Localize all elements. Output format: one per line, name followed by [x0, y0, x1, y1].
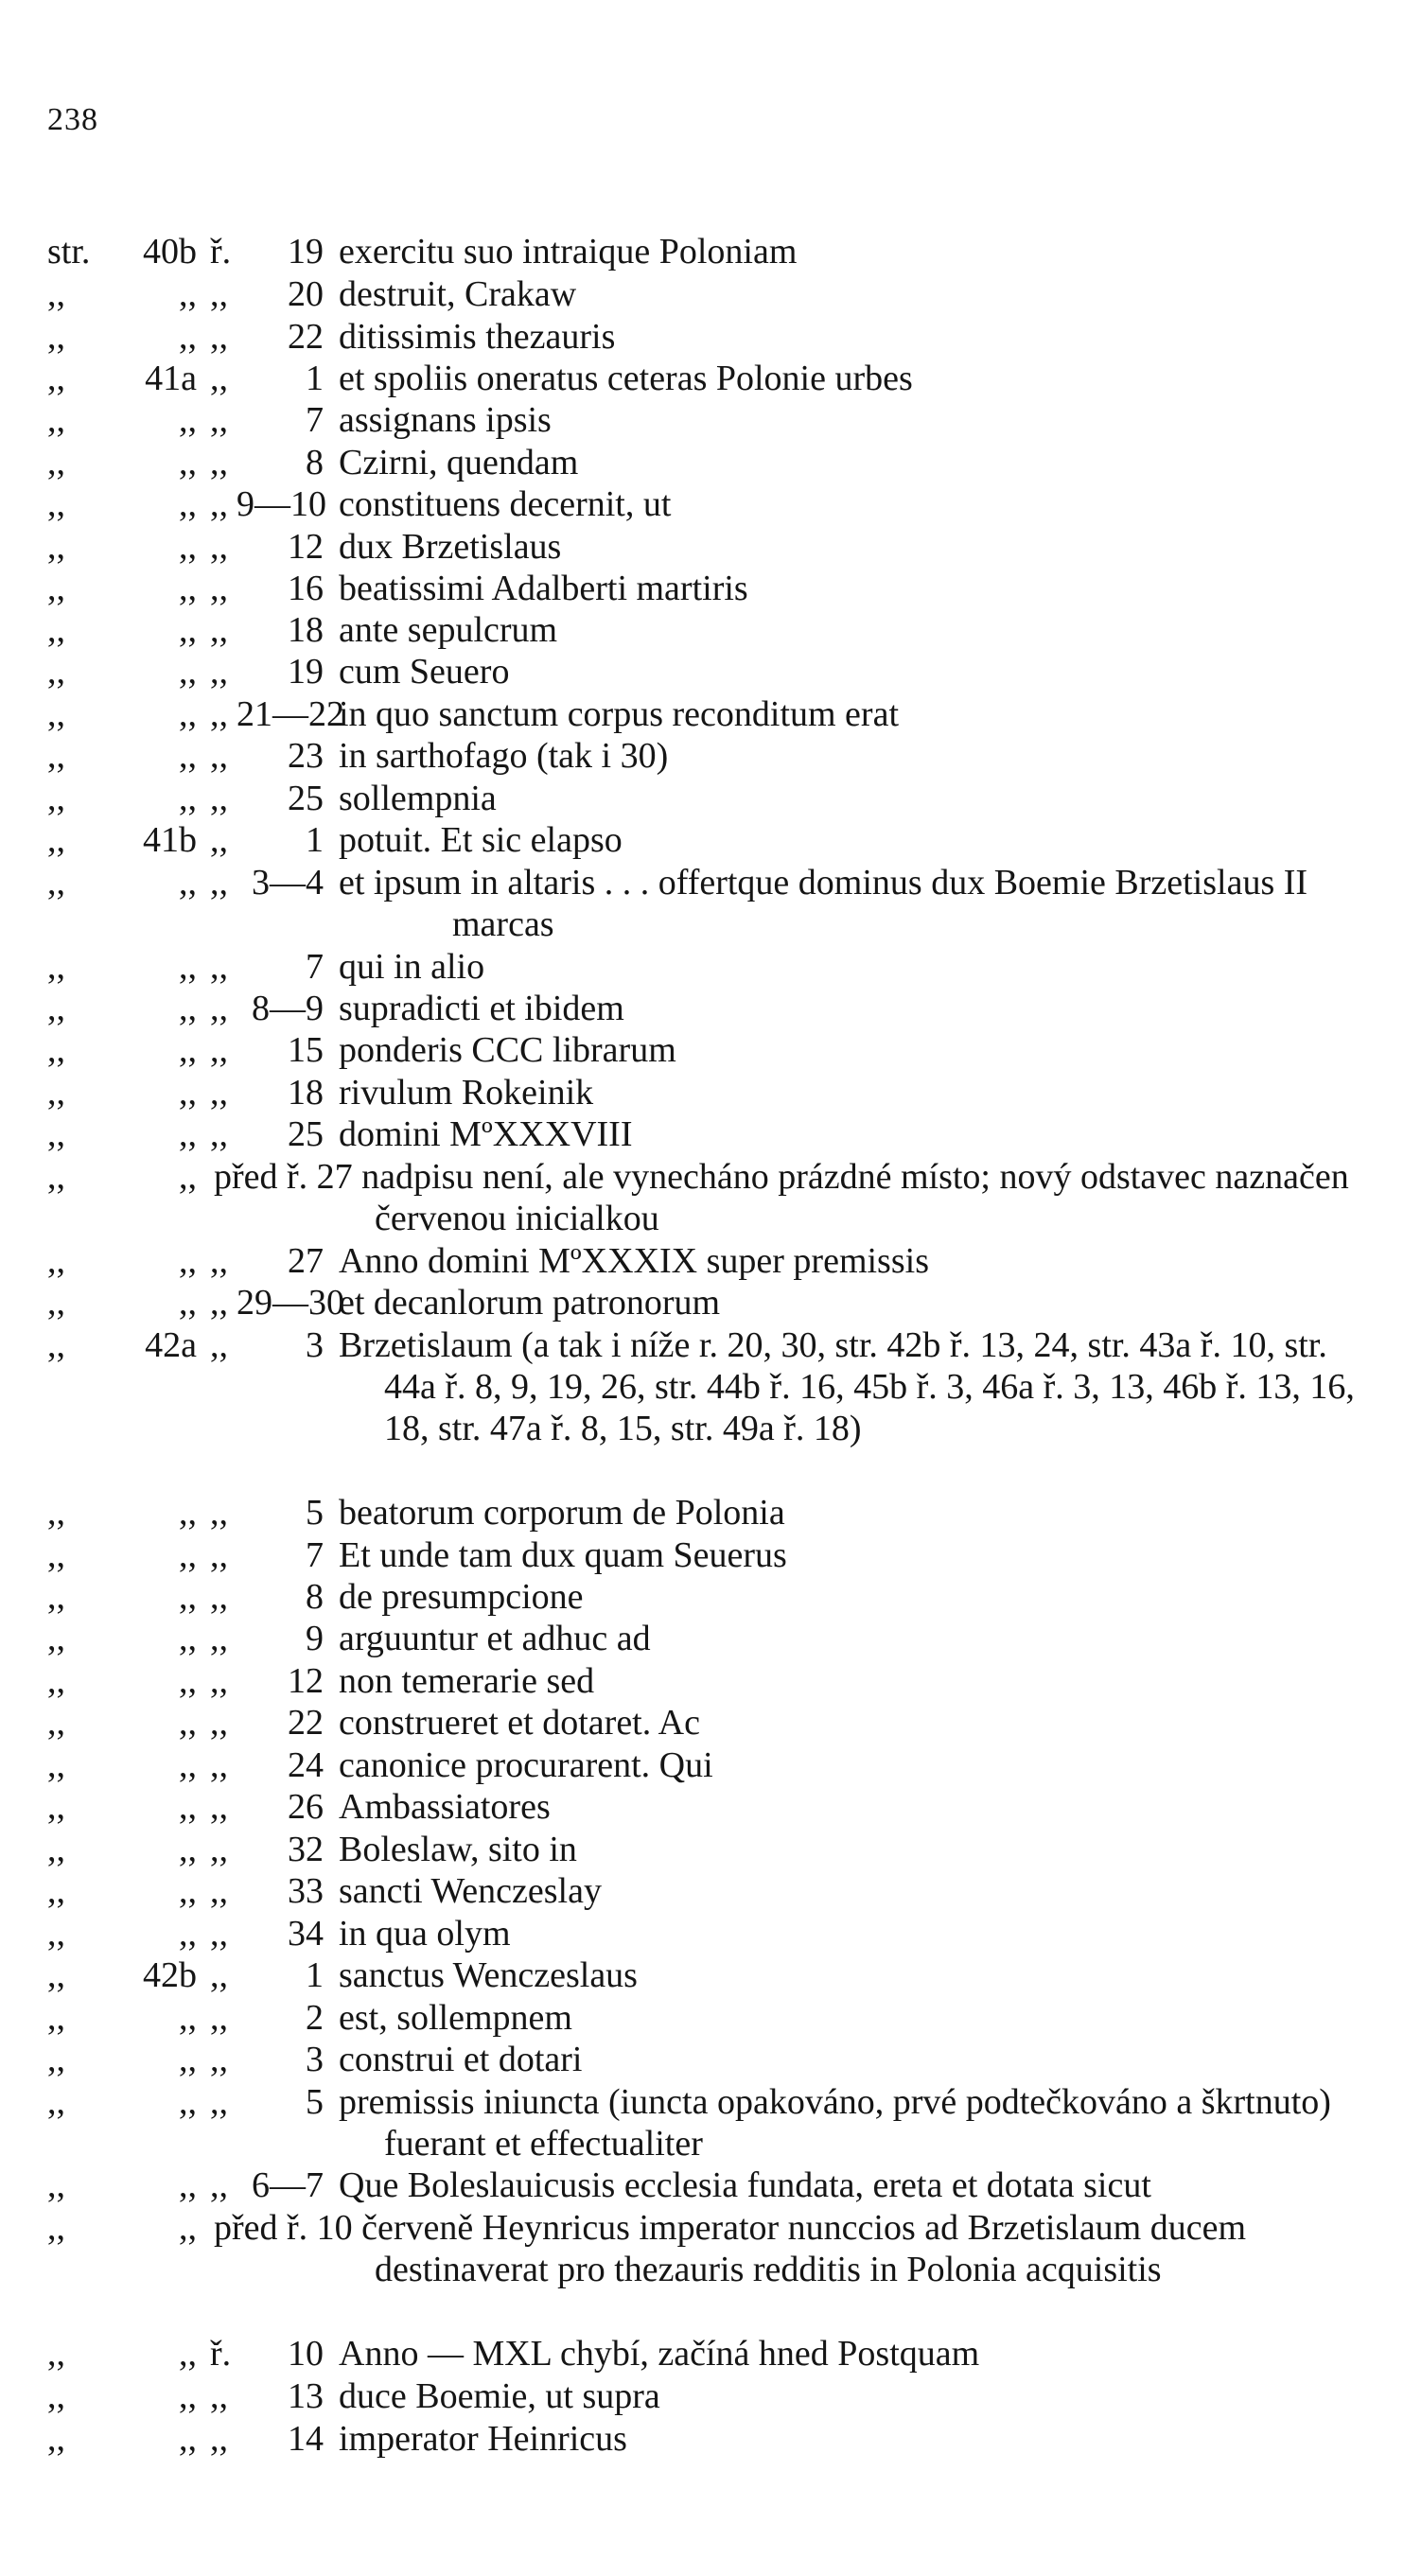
- entry-text: in sarthofago (tak i 30): [339, 736, 669, 776]
- entry-ref: ,,: [210, 610, 228, 650]
- entry-ref: ,,: [210, 989, 228, 1028]
- entry-label: ,,: [47, 1073, 65, 1113]
- entry-page: ,,: [179, 1493, 197, 1533]
- entry-ref: ,,: [210, 400, 228, 440]
- entry-text: construeret et dotaret. Ac: [339, 1703, 700, 1743]
- page-number: 238: [47, 102, 98, 137]
- entry-line: 3: [306, 2040, 324, 2079]
- entry-ref: ,,: [210, 1703, 228, 1743]
- entry-ref: ,,: [210, 2040, 228, 2079]
- entry-label: ,,: [47, 1325, 65, 1365]
- entry-ref: ,,: [210, 1830, 228, 1869]
- entry-ref: ,,: [210, 317, 228, 357]
- entry-ref: ,,: [210, 443, 228, 482]
- entry-page: ,,: [179, 2334, 197, 2374]
- entry-text: před ř. 10 červeně Heynricus imperator nunccios ad Brzetislaum ducem destinaverat pro thezauris redditis in Polonia acquisitis: [214, 2208, 1247, 2289]
- entry-line: 6—7: [252, 2165, 324, 2205]
- entry-line: 25: [288, 1114, 324, 1154]
- entry-text: in quo sanctum corpus reconditum erat: [339, 694, 900, 734]
- entry-page: 40b: [143, 232, 197, 272]
- entry-text: Brzetislaum (a tak i níže r. 20, 30, str. 42b ř. 13, 24, str. 43a ř. 10, str. 44a ř. 8, 9, 19, 26, str. 44b ř. 16, 45b ř. 3, 46a ř. 3, 13, 46b ř. 13, 16, 18, str. 47a ř. 8, 15, str. 49a ř. 18): [339, 1325, 1355, 1448]
- entry-line: 24: [288, 1745, 324, 1785]
- entry-page: ,,: [179, 2376, 197, 2416]
- entry-label: ,,: [47, 2165, 65, 2205]
- entry-label: ,,: [47, 1914, 65, 1954]
- entry-text: constituens decernit, ut: [339, 484, 672, 524]
- entry-text: dux Brzetislaus: [339, 527, 562, 567]
- entry-page: ,,: [179, 443, 197, 482]
- entry-text: non temerarie sed: [339, 1661, 595, 1701]
- entry-line: 7: [306, 1535, 324, 1575]
- entry-text: canonice procurarent. Qui: [339, 1745, 713, 1785]
- entry-text: de presumpcione: [339, 1577, 584, 1617]
- entry-line: 19: [288, 652, 324, 692]
- entry-line: 10: [288, 2334, 324, 2374]
- entry-line: 22: [288, 317, 324, 357]
- entry-line: 33: [288, 1871, 324, 1911]
- entry-ref: ,,: [210, 1787, 228, 1827]
- entry-line: 26: [288, 1787, 324, 1827]
- entry-text: et decanlorum patronorum: [339, 1283, 721, 1323]
- entry-ref: ,,: [210, 1745, 228, 1785]
- entry-page: ,,: [179, 1661, 197, 1701]
- entry-line: 1: [306, 820, 324, 860]
- entry-text: beatissimi Adalberti martiris: [339, 569, 748, 608]
- entry-line: 9: [306, 1619, 324, 1658]
- entry-page: ,,: [179, 1157, 197, 1197]
- entry-label: ,,: [47, 1745, 65, 1785]
- entry-ref: ,,: [210, 484, 228, 524]
- entry-text: exercitu suo intraique Poloniam: [339, 232, 798, 272]
- entry-page: ,,: [179, 569, 197, 608]
- entry-text: construi et dotari: [339, 2040, 583, 2079]
- entry-page: ,,: [179, 1745, 197, 1785]
- entry-text: supradicti et ibidem: [339, 989, 624, 1028]
- entry-text: in qua olym: [339, 1914, 511, 1954]
- entry-ref: ,,: [210, 1871, 228, 1911]
- entry-text: cum Seuero: [339, 652, 510, 692]
- entry-line: 18: [288, 610, 324, 650]
- entry-label: ,,: [47, 400, 65, 440]
- entry-text: arguuntur et adhuc ad: [339, 1619, 651, 1658]
- entry-page: ,,: [179, 694, 197, 734]
- entry-line: 5: [306, 1493, 324, 1533]
- entry-page: ,,: [179, 400, 197, 440]
- entry-text: rivulum Rokeinik: [339, 1073, 594, 1113]
- entry-page: ,,: [179, 610, 197, 650]
- entry-page: 42b: [143, 1955, 197, 1995]
- entry-text: et spoliis oneratus ceteras Polonie urbes: [339, 359, 913, 398]
- entry-ref: ,,: [210, 274, 228, 314]
- entry-text: destruit, Crakaw: [339, 274, 577, 314]
- entry-ref: ,,: [210, 1955, 228, 1995]
- entry-text: Boleslaw, sito in: [339, 1830, 577, 1869]
- entry-ref: ,,: [210, 694, 228, 734]
- entry-page: ,,: [179, 779, 197, 818]
- entry-label: ,,: [47, 2208, 65, 2248]
- entry-ref: ,,: [210, 1283, 228, 1323]
- entry-page: ,,: [179, 1830, 197, 1869]
- entry-text: sollempnia: [339, 779, 497, 818]
- entry-label: ,,: [47, 1030, 65, 1070]
- entry-page: ,,: [179, 2208, 197, 2248]
- entry-line: 3: [306, 1325, 324, 1365]
- entry-label: ,,: [47, 863, 65, 902]
- entry-ref: ,,: [210, 1325, 228, 1365]
- entry-label: ,,: [47, 652, 65, 692]
- entry-label: ,,: [47, 2040, 65, 2079]
- entry-line: 5: [306, 2082, 324, 2122]
- entry-ref: ř.: [210, 232, 232, 272]
- entry-line: 34: [288, 1914, 324, 1954]
- entry-label: ,,: [47, 274, 65, 314]
- entry-ref: ,,: [210, 779, 228, 818]
- entry-page: ,,: [179, 1998, 197, 2038]
- entry-text: potuit. Et sic elapso: [339, 820, 623, 860]
- entry-line: 15: [288, 1030, 324, 1070]
- entry-page: ,,: [179, 1114, 197, 1154]
- entry-ref: ,,: [210, 652, 228, 692]
- entry-ref: ,,: [210, 569, 228, 608]
- entry-label: ,,: [47, 1619, 65, 1658]
- entry-page: ,,: [179, 1787, 197, 1827]
- entry-label: str.: [47, 232, 91, 272]
- entry-page: ,,: [179, 1241, 197, 1281]
- entry-ref: ,,: [210, 2082, 228, 2122]
- entry-label: ,,: [47, 1830, 65, 1869]
- entry-label: ,,: [47, 610, 65, 650]
- entry-line: 1: [306, 1955, 324, 1995]
- entry-line: 14: [288, 2419, 324, 2459]
- entry-text: et ipsum in altaris . . . offertque dominus dux Boemie Brzetislaus II marcas: [339, 863, 1308, 944]
- entry-line: 19: [288, 232, 324, 272]
- entry-page: ,,: [179, 1703, 197, 1743]
- entry-text: ditissimis thezauris: [339, 317, 616, 357]
- entry-page: ,,: [179, 2040, 197, 2079]
- entry-label: ,,: [47, 1114, 65, 1154]
- entry-label: ,,: [47, 989, 65, 1028]
- entry-page: ,,: [179, 947, 197, 987]
- entry-text: imperator Heinricus: [339, 2419, 627, 2459]
- entry-line: 8—9: [252, 989, 324, 1028]
- entry-label: ,,: [47, 1157, 65, 1197]
- entry-line: 23: [288, 736, 324, 776]
- entry-label: ,,: [47, 569, 65, 608]
- entry-label: ,,: [47, 1577, 65, 1617]
- entry-line: 9—10: [237, 484, 326, 524]
- entry-page: ,,: [179, 1073, 197, 1113]
- entry-label: ,,: [47, 1955, 65, 1995]
- entry-text: assignans ipsis: [339, 400, 552, 440]
- entry-line: 27: [288, 1241, 324, 1281]
- entry-page: ,,: [179, 1577, 197, 1617]
- entry-label: ,,: [47, 947, 65, 987]
- entry-page: ,,: [179, 2082, 197, 2122]
- entry-page: ,,: [179, 863, 197, 902]
- entry-text: premissis iniuncta (iuncta opakováno, prvé podtečkováno a škrtnuto) fuerant et effectualiter: [339, 2082, 1331, 2164]
- entry-ref: ,,: [210, 1914, 228, 1954]
- entry-label: ,,: [47, 359, 65, 398]
- entry-text: est, sollempnem: [339, 1998, 572, 2038]
- entry-text: sanctus Wenczeslaus: [339, 1955, 638, 1995]
- entry-page: ,,: [179, 1871, 197, 1911]
- entry-ref: ,,: [210, 863, 228, 902]
- entry-line: 29—30: [237, 1283, 344, 1323]
- entry-label: ,,: [47, 1787, 65, 1827]
- entry-label: ,,: [47, 1703, 65, 1743]
- entry-label: ,,: [47, 2082, 65, 2122]
- entry-text: Et unde tam dux quam Seuerus: [339, 1535, 787, 1575]
- entry-page: 41a: [145, 359, 197, 398]
- entry-text: duce Boemie, ut supra: [339, 2376, 660, 2416]
- entry-ref: ,,: [210, 1493, 228, 1533]
- entry-line: 8: [306, 443, 324, 482]
- entry-page: ,,: [179, 274, 197, 314]
- entry-label: ,,: [47, 1241, 65, 1281]
- entry-label: ,,: [47, 1661, 65, 1701]
- entry-text: před ř. 27 nadpisu není, ale vynecháno prázdné místo; nový odstavec naznačen červenou inicialkou: [214, 1157, 1349, 1238]
- entry-text: domini MºXXXVIII: [339, 1114, 633, 1154]
- entry-line: 7: [306, 400, 324, 440]
- entry-label: ,,: [47, 1871, 65, 1911]
- entry-label: ,,: [47, 2376, 65, 2416]
- entry-label: ,,: [47, 443, 65, 482]
- entry-line: 21—22: [237, 694, 344, 734]
- entry-line: 12: [288, 1661, 324, 1701]
- entry-page: ,,: [179, 989, 197, 1028]
- entry-label: ,,: [47, 2419, 65, 2459]
- entry-page: ,,: [179, 1283, 197, 1323]
- entry-page: ,,: [179, 484, 197, 524]
- entry-page: ,,: [179, 1030, 197, 1070]
- entry-text: Czirni, quendam: [339, 443, 579, 482]
- entry-ref: ,,: [210, 1577, 228, 1617]
- entry-line: 25: [288, 779, 324, 818]
- entry-line: 16: [288, 569, 324, 608]
- entry-label: ,,: [47, 694, 65, 734]
- entry-text: Anno domini MºXXXIX super premissis: [339, 1241, 929, 1281]
- entry-page: ,,: [179, 1619, 197, 1658]
- entry-page: ,,: [179, 736, 197, 776]
- entry-ref: ,,: [210, 1241, 228, 1281]
- entry-label: ,,: [47, 527, 65, 567]
- entry-label: ,,: [47, 317, 65, 357]
- entry-page: 42a: [145, 1325, 197, 1365]
- entry-line: 20: [288, 274, 324, 314]
- entry-label: ,,: [47, 1998, 65, 2038]
- entry-page: ,,: [179, 527, 197, 567]
- entry-line: 1: [306, 359, 324, 398]
- entry-page: ,,: [179, 2165, 197, 2205]
- entry-line: 18: [288, 1073, 324, 1113]
- entry-line: 3—4: [252, 863, 324, 902]
- entry-ref: ,,: [210, 1030, 228, 1070]
- entry-text: Anno — MXL chybí, začíná hned Postquam: [339, 2334, 980, 2374]
- entry-ref: ř.: [210, 2334, 232, 2374]
- entry-ref: ,,: [210, 1114, 228, 1154]
- entry-ref: ,,: [210, 1661, 228, 1701]
- entry-ref: ,,: [210, 1535, 228, 1575]
- entry-page: ,,: [179, 1535, 197, 1575]
- entry-ref: ,,: [210, 1073, 228, 1113]
- entry-page: ,,: [179, 1914, 197, 1954]
- entry-page: ,,: [179, 652, 197, 692]
- entry-text: ante sepulcrum: [339, 610, 558, 650]
- entry-line: 32: [288, 1830, 324, 1869]
- entry-line: 8: [306, 1577, 324, 1617]
- entry-label: ,,: [47, 1535, 65, 1575]
- entry-ref: ,,: [210, 527, 228, 567]
- entry-line: 12: [288, 527, 324, 567]
- entry-page: ,,: [179, 2419, 197, 2459]
- entry-label: ,,: [47, 2334, 65, 2374]
- entry-ref: ,,: [210, 2419, 228, 2459]
- entry-ref: ,,: [210, 736, 228, 776]
- entry-label: ,,: [47, 484, 65, 524]
- entry-label: ,,: [47, 1283, 65, 1323]
- entry-ref: ,,: [210, 1998, 228, 2038]
- entry-line: 2: [306, 1998, 324, 2038]
- entry-label: ,,: [47, 1493, 65, 1533]
- entry-label: ,,: [47, 820, 65, 860]
- entry-text: qui in alio: [339, 947, 485, 987]
- entry-label: ,,: [47, 779, 65, 818]
- entry-ref: ,,: [210, 2165, 228, 2205]
- entry-ref: ,,: [210, 359, 228, 398]
- entry-page: 41b: [143, 820, 197, 860]
- entry-text: beatorum corporum de Polonia: [339, 1493, 785, 1533]
- entry-ref: ,,: [210, 1619, 228, 1658]
- entry-text: Que Boleslauicusis ecclesia fundata, ereta et dotata sicut: [339, 2165, 1151, 2205]
- entry-ref: ,,: [210, 947, 228, 987]
- entry-text: sancti Wenczeslay: [339, 1871, 602, 1911]
- entry-page: ,,: [179, 317, 197, 357]
- entry-line: 7: [306, 947, 324, 987]
- entry-ref: ,,: [210, 2376, 228, 2416]
- entry-label: ,,: [47, 736, 65, 776]
- entry-ref: ,,: [210, 820, 228, 860]
- entry-text: Ambassiatores: [339, 1787, 551, 1827]
- entry-text: ponderis CCC librarum: [339, 1030, 676, 1070]
- entry-line: 13: [288, 2376, 324, 2416]
- entry-line: 22: [288, 1703, 324, 1743]
